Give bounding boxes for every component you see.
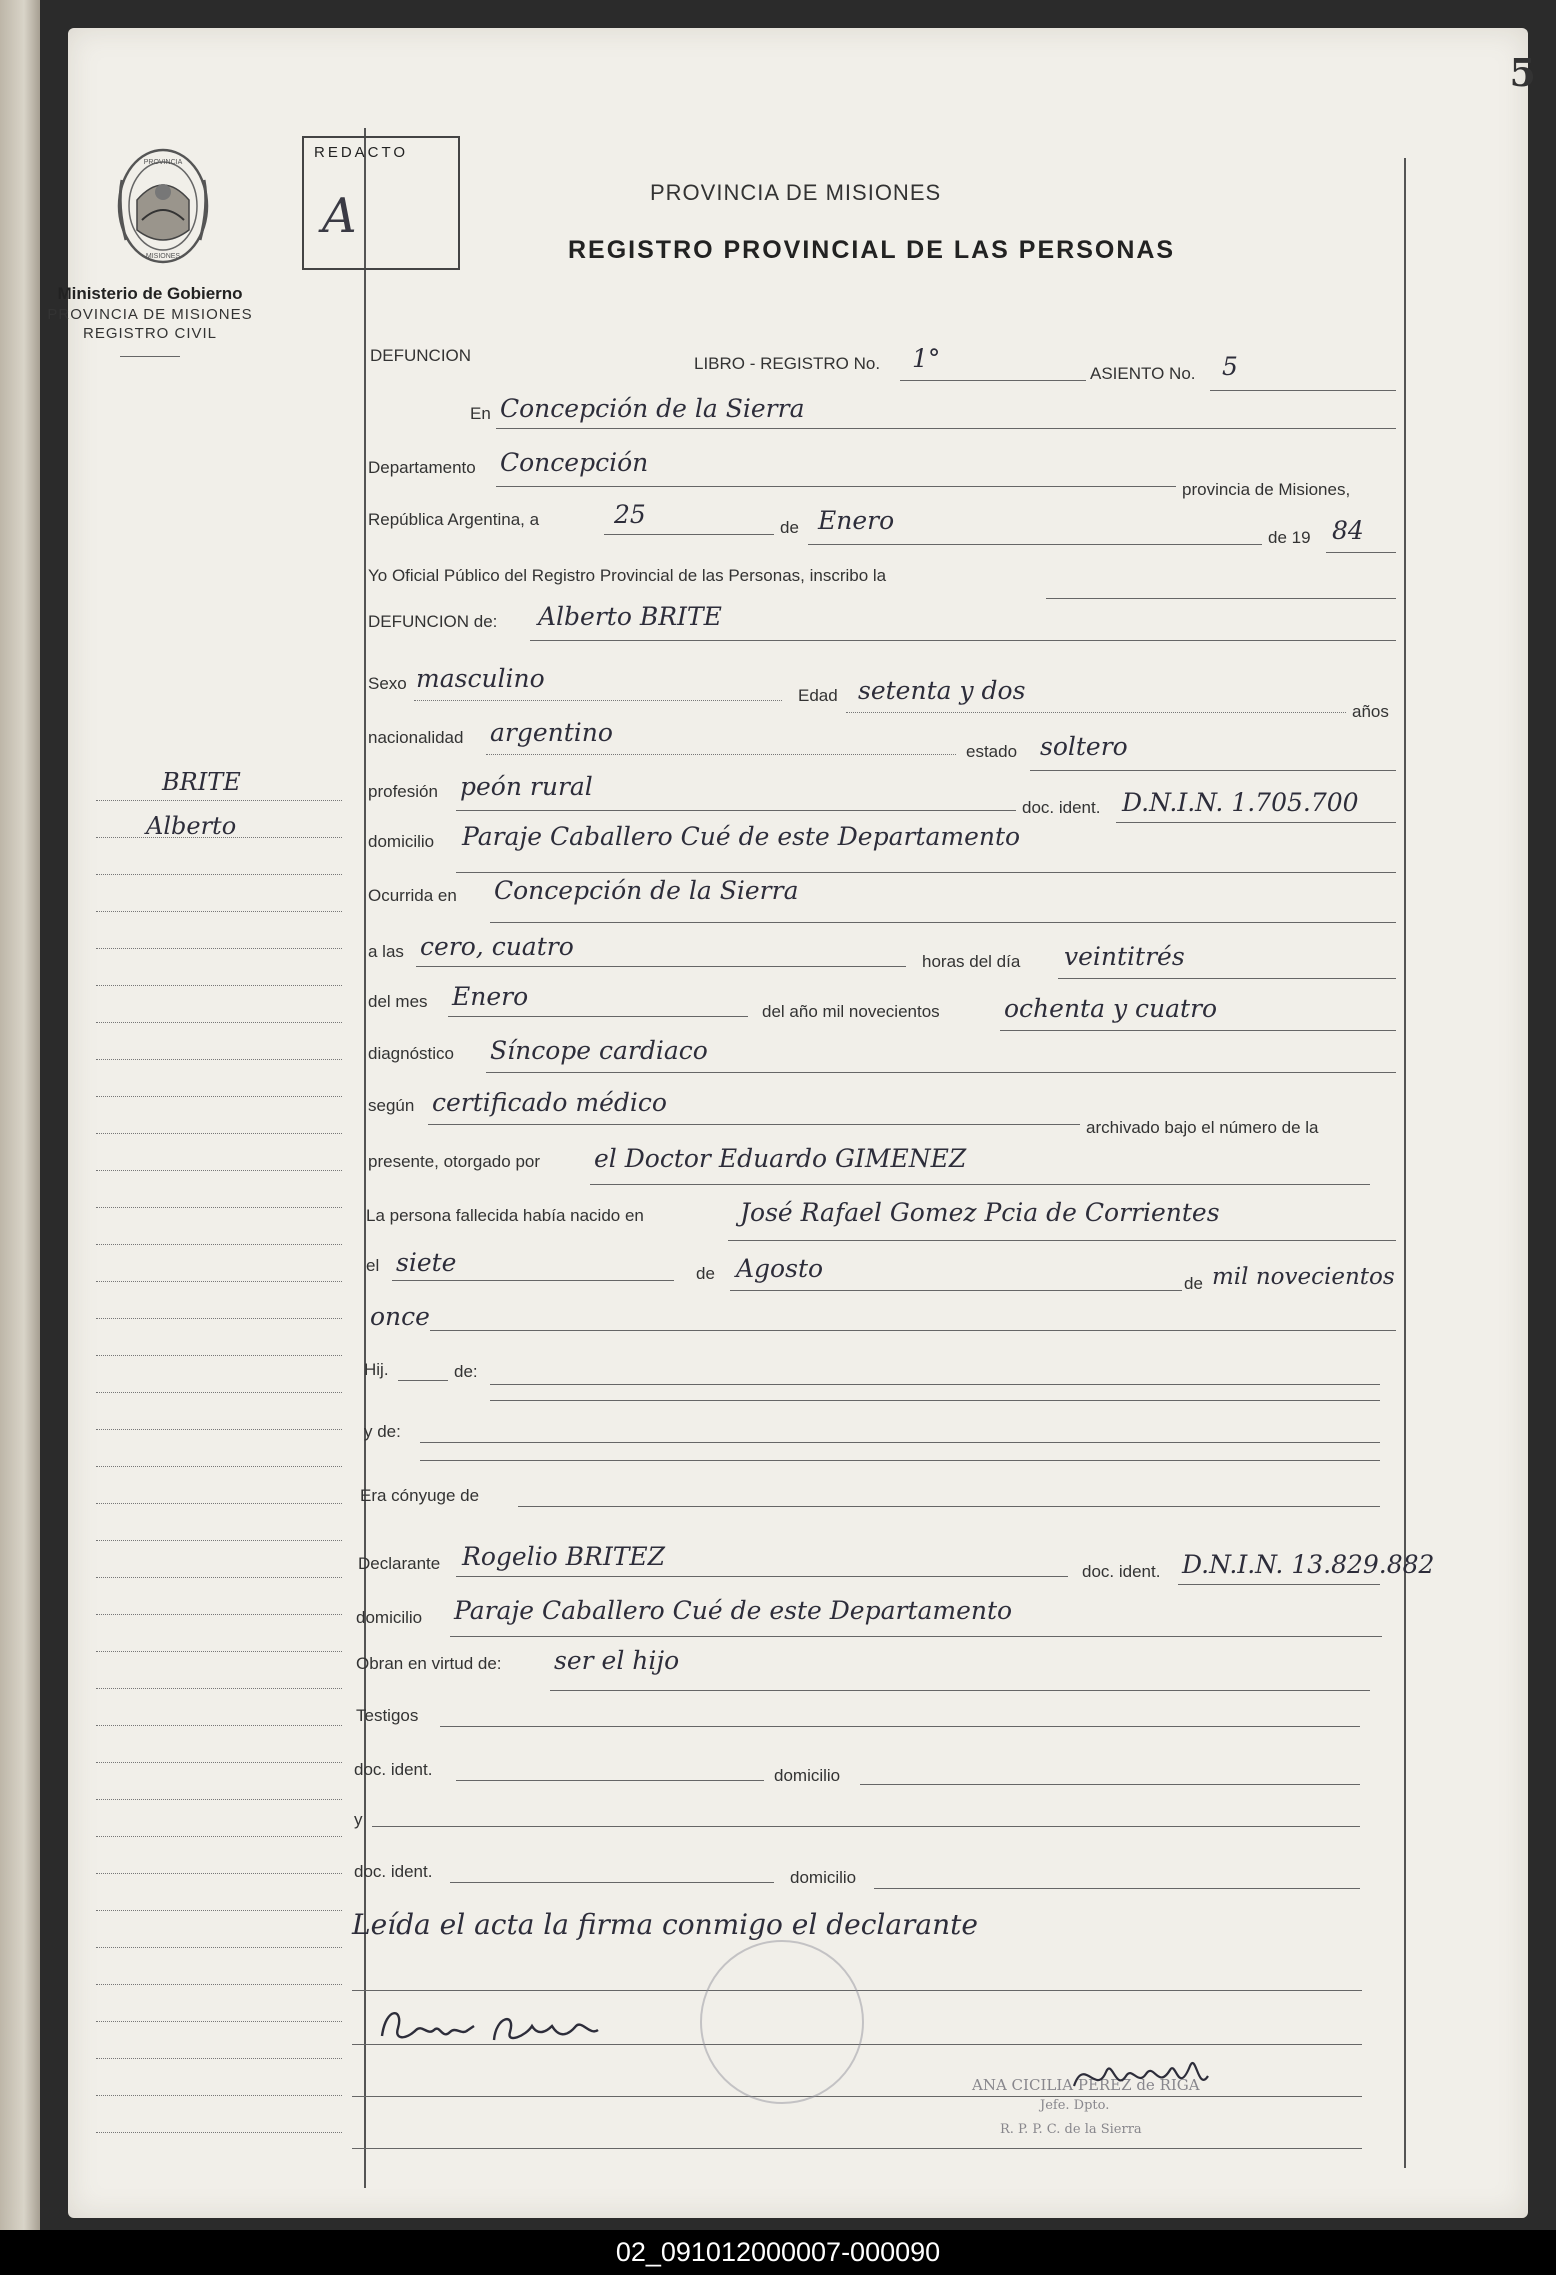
margin-rule — [96, 1836, 342, 1837]
fallecido-value: Alberto BRITE — [538, 602, 722, 631]
conyuge-line — [518, 1506, 1380, 1507]
margin-rule — [96, 1133, 342, 1134]
margin-rule — [96, 1096, 342, 1097]
margin-rule — [96, 1318, 342, 1319]
hora-value: cero, cuatro — [420, 932, 574, 961]
margin-rule — [96, 1984, 342, 1985]
declarante-value: Rogelio BRITEZ — [462, 1542, 666, 1571]
estado-line — [1030, 770, 1396, 771]
del-mes-value: Enero — [452, 982, 529, 1011]
domicilio-value: Paraje Caballero Cué de este Departamento — [462, 822, 1021, 851]
declarante-line — [456, 1576, 1068, 1577]
official-signature — [1066, 2036, 1226, 2116]
libro-label: LIBRO - REGISTRO No. — [694, 354, 881, 373]
margin-rule — [96, 1392, 342, 1393]
margin-rule — [96, 1429, 342, 1430]
dia-texto-line — [1058, 978, 1396, 979]
margin-rule — [96, 1207, 342, 1208]
margin-rule — [96, 874, 342, 875]
libro-value: 1° — [912, 344, 941, 373]
margin-rule — [96, 2021, 342, 2022]
en-line — [496, 428, 1396, 429]
declarante-doc-value: D.N.I.N. 13.829.882 — [1182, 1550, 1435, 1579]
nac-anio-value: mil novecientos — [1212, 1264, 1395, 1290]
profesion-line — [456, 810, 1016, 811]
presente-label: presente, otorgado por — [368, 1152, 541, 1171]
estado-value: soltero — [1040, 732, 1128, 761]
dia-line — [604, 534, 774, 535]
del-mes-line — [448, 1016, 748, 1017]
ocurrida-line — [490, 922, 1396, 923]
margin-rule — [96, 2058, 342, 2059]
y-de-line-2 — [420, 1460, 1380, 1461]
testigo1-dom-label: domicilio — [774, 1766, 841, 1785]
testigo1-doc-label: doc. ident. — [354, 1760, 433, 1779]
closing-statement: Leída el acta la firma conmigo el declarante — [352, 1908, 978, 1941]
libro-line — [900, 380, 1086, 381]
margin-rule — [96, 837, 342, 838]
margin-rule — [96, 948, 342, 949]
doc-ident-label: doc. ident. — [1022, 798, 1101, 817]
ministry-rule — [120, 356, 180, 357]
hij-line — [398, 1380, 448, 1381]
hij-de-label: de: — [454, 1362, 478, 1381]
nac-mes-line — [730, 1290, 1182, 1291]
obran-value: ser el hijo — [554, 1646, 680, 1675]
testigo2-dom-line — [874, 1888, 1360, 1889]
page-number: 5 — [1509, 50, 1536, 95]
redacto-box — [302, 136, 460, 270]
asiento-line — [1210, 390, 1396, 391]
declarante-domicilio-value: Paraje Caballero Cué de este Departamento — [454, 1596, 1013, 1625]
del-mes-label: del mes — [368, 992, 428, 1011]
margin-rule — [96, 1022, 342, 1023]
testigos-line — [440, 1726, 1360, 1727]
margin-rule — [96, 1614, 342, 1615]
nac-mes-value: Agosto — [736, 1254, 824, 1283]
margin-rule — [96, 1466, 342, 1467]
a-las-label: a las — [368, 942, 404, 961]
doc-ident-line — [1116, 822, 1396, 823]
margin-rule — [96, 1355, 342, 1356]
anio-line — [1326, 552, 1396, 553]
ocurrida-value: Concepción de la Sierra — [494, 876, 799, 905]
domicilio-label: domicilio — [368, 832, 435, 851]
segun-line — [428, 1124, 1080, 1125]
diagnostico-line — [486, 1072, 1396, 1073]
defuncion-de-label: DEFUNCION de: — [368, 612, 498, 631]
dia-value: 25 — [614, 500, 646, 529]
margin-rule — [96, 1577, 342, 1578]
margin-rule — [96, 1910, 342, 1911]
del-anio-label: del año mil novecientos — [762, 1002, 940, 1021]
facing-page-edge — [0, 0, 40, 2230]
margin-name: Alberto — [146, 812, 237, 840]
province-header: PROVINCIA DE MISIONES — [650, 180, 942, 205]
margin-rule — [96, 1799, 342, 1800]
y-line — [372, 1826, 1360, 1827]
sexo-line — [414, 700, 782, 701]
testigo1-doc-line — [456, 1780, 764, 1781]
profesion-label: profesión — [368, 782, 438, 801]
testigo2-dom-label: domicilio — [790, 1868, 857, 1887]
margin-rule — [96, 1503, 342, 1504]
horas-label: horas del día — [922, 952, 1021, 971]
obran-label: Obran en virtud de: — [356, 1654, 502, 1673]
ministry-name: Ministerio de Gobierno — [57, 284, 243, 303]
margin-rule — [96, 1540, 342, 1541]
segun-label: según — [368, 1096, 415, 1115]
stamp-line-1: ANA CICILIA PEREZ de RIGA — [972, 2076, 1200, 2094]
anio-texto-line — [1000, 1030, 1396, 1031]
hij-de-line-1 — [490, 1384, 1380, 1385]
nac-dia-line — [392, 1280, 674, 1281]
edad-label: Edad — [798, 686, 838, 705]
hij-label: Hij. — [364, 1360, 389, 1379]
asiento-label: ASIENTO No. — [1090, 364, 1196, 383]
edad-value: setenta y dos — [858, 676, 1026, 705]
archivado-label: archivado bajo el número de la — [1086, 1118, 1319, 1137]
seal-top-text: PROVINCIA — [143, 159, 183, 166]
domicilio-line — [456, 872, 1396, 873]
margin-rule — [96, 1688, 342, 1689]
margin-rule — [96, 2132, 342, 2133]
declarante-domicilio-line — [450, 1636, 1382, 1637]
declarante-label: Declarante — [358, 1554, 441, 1573]
de-anio-label: de 19 — [1268, 528, 1311, 547]
hij-de-line-2 — [490, 1400, 1380, 1401]
ministry-province: PROVINCIA DE MISIONES — [47, 306, 253, 323]
official-stamp — [700, 1940, 864, 2104]
margin-rule — [96, 985, 342, 986]
departamento-label: Departamento — [368, 458, 476, 477]
margin-rule — [96, 911, 342, 912]
declarante-signature — [376, 1996, 616, 2068]
closing-line-4 — [352, 2148, 1362, 2149]
coat-of-arms-seal — [112, 140, 214, 272]
nacido-value: José Rafael Gomez Pcia de Corrientes — [740, 1198, 1220, 1227]
margin-rule — [96, 1725, 342, 1726]
margin-rule — [96, 2095, 342, 2096]
otorgado-line — [590, 1184, 1370, 1185]
en-value: Concepción de la Sierra — [500, 394, 805, 423]
hora-line — [416, 966, 906, 967]
edad-line — [846, 712, 1346, 713]
otorgado-value: el Doctor Eduardo GIMENEZ — [594, 1144, 967, 1173]
margin-rule — [96, 800, 342, 801]
nac-dia-value: siete — [396, 1248, 457, 1277]
republica-label: República Argentina, a — [368, 510, 540, 529]
declarante-domicilio-label: domicilio — [356, 1608, 423, 1627]
stamp-line-2: Jefe. Dpto. — [1040, 2098, 1110, 2113]
dia-texto-value: veintitrés — [1064, 942, 1185, 971]
margin-rule — [96, 1651, 342, 1652]
ministry-registry: REGISTRO CIVIL — [82, 325, 218, 342]
nac-de-label: de — [696, 1264, 715, 1283]
fallecido-line — [530, 640, 1396, 641]
margin-rule — [96, 1281, 342, 1282]
form-right-border — [1404, 158, 1406, 2168]
mes-line — [808, 544, 1262, 545]
yo-oficial-text: Yo Oficial Público del Registro Provincial de las Personas, inscribo la — [368, 566, 887, 585]
registry-header: REGISTRO PROVINCIAL DE LAS PERSONAS — [568, 236, 1176, 264]
nacido-line — [728, 1240, 1396, 1241]
nacionalidad-line — [486, 754, 956, 755]
y-label: y — [354, 1810, 363, 1829]
departamento-line — [496, 486, 1176, 487]
margin-rule — [96, 1170, 342, 1171]
yo-oficial-line — [1046, 598, 1396, 599]
departamento-value: Concepción — [500, 448, 649, 477]
en-label: En — [470, 404, 491, 423]
estado-label: estado — [966, 742, 1018, 761]
declarante-doc-label: doc. ident. — [1082, 1562, 1161, 1581]
margin-rule — [96, 1762, 342, 1763]
anio-texto-value: ochenta y cuatro — [1004, 994, 1218, 1023]
obran-line — [550, 1690, 1370, 1691]
doc-ident-value: D.N.I.N. 1.705.700 — [1122, 788, 1359, 817]
sexo-label: Sexo — [368, 674, 407, 693]
redacto-label: REDACTO — [314, 144, 409, 161]
el-label: el — [366, 1256, 380, 1275]
mes-value: Enero — [818, 506, 895, 535]
declarante-doc-line — [1178, 1584, 1380, 1585]
profesion-value: peón rural — [460, 772, 593, 801]
seal-bottom-text: MISIONES — [145, 253, 181, 260]
conyuge-label: Era cónyuge de — [360, 1486, 480, 1505]
nacionalidad-value: argentino — [490, 718, 613, 747]
diagnostico-value: Síncope cardiaco — [490, 1036, 708, 1065]
anios-label: años — [1352, 702, 1389, 721]
nac-anio-value-2: once — [370, 1302, 430, 1331]
sexo-value: masculino — [416, 664, 545, 693]
image-caption: 02_091012000007-000090 — [0, 2230, 1556, 2275]
y-de-label: y de: — [364, 1422, 401, 1441]
asiento-value: 5 — [1222, 352, 1238, 381]
testigos-label: Testigos — [356, 1706, 419, 1725]
nac-anio-line — [430, 1330, 1396, 1331]
margin-rule — [96, 1873, 342, 1874]
stamp-line-3: R. P. P. C. de la Sierra — [1000, 2122, 1142, 2137]
nacionalidad-label: nacionalidad — [368, 728, 464, 747]
margin-rule — [96, 1059, 342, 1060]
mes-de-label: de — [780, 518, 799, 537]
y-de-line-1 — [420, 1442, 1380, 1443]
ocurrida-label: Ocurrida en — [368, 886, 457, 905]
redacto-initials: A — [322, 188, 357, 244]
testigo2-doc-label: doc. ident. — [354, 1862, 433, 1881]
defuncion-title: DEFUNCION — [370, 346, 472, 365]
diagnostico-label: diagnóstico — [368, 1044, 455, 1063]
nac-de2-label: de — [1184, 1274, 1203, 1293]
nacido-label: La persona fallecida había nacido en — [366, 1206, 644, 1225]
ministry-heading — [40, 284, 260, 357]
margin-rule — [96, 1244, 342, 1245]
segun-value: certificado médico — [432, 1088, 667, 1117]
margin-rule — [96, 1947, 342, 1948]
provincia-suffix: provincia de Misiones, — [1182, 480, 1351, 499]
testigo2-doc-line — [450, 1882, 774, 1883]
anio-value: 84 — [1332, 516, 1364, 545]
margin-surname: BRITE — [162, 768, 241, 796]
testigo1-dom-line — [860, 1784, 1360, 1785]
